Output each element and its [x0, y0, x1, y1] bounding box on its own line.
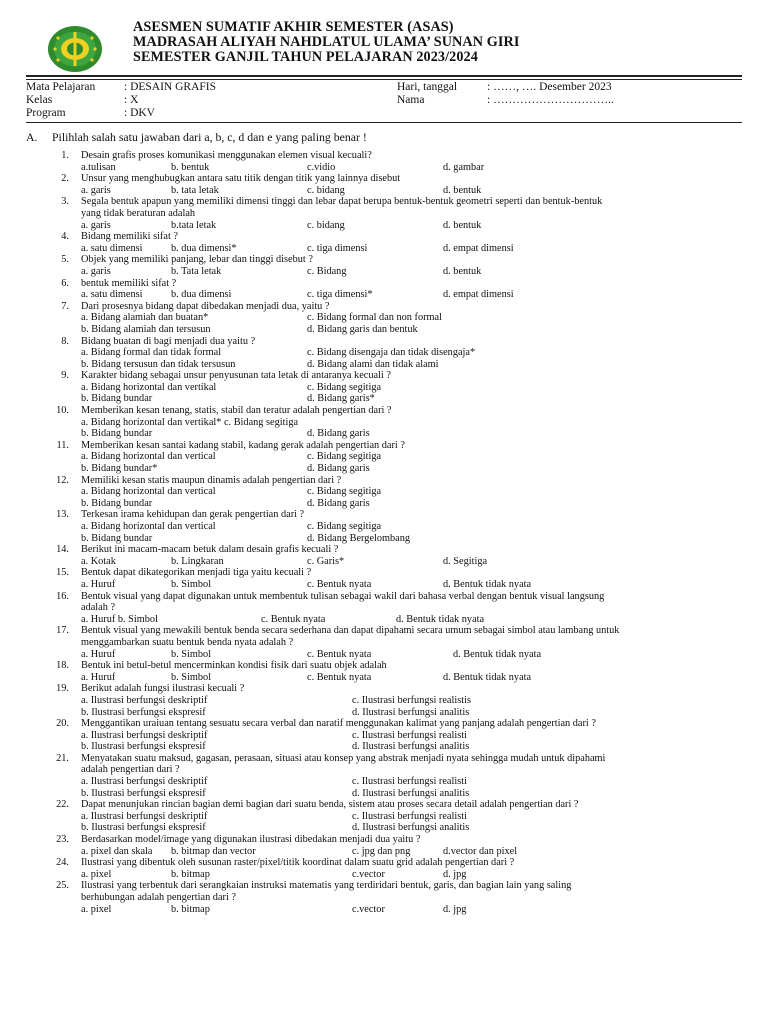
answer-option: d. Bidang garis	[307, 497, 370, 509]
answer-option: d. Bidang Bergelombang	[307, 532, 411, 544]
answer-option: c. Garis*	[307, 555, 345, 567]
answer-option: a. pixel dan skala	[81, 845, 153, 857]
question-number: 20.	[56, 718, 69, 730]
info-hari	[397, 81, 612, 93]
info-nama	[397, 94, 614, 106]
kelas-label: Kelas	[26, 94, 53, 106]
answer-option: c. Bentuk nyata	[307, 671, 372, 683]
mapel-label: Mata Pelajaran	[26, 81, 96, 93]
answer-option: c. Ilustrasi berfungsi realisti	[352, 729, 467, 741]
answer-option: b. Lingkaran	[171, 555, 224, 567]
question-item	[0, 405, 768, 440]
question-item	[0, 753, 768, 799]
section-a-heading	[26, 131, 367, 144]
answer-option: c.vidio	[307, 161, 336, 173]
answer-option: c. Bidang segitiga	[307, 521, 382, 532]
answer-option: d. jpg	[443, 868, 467, 880]
answer-option: a. pixel	[81, 903, 112, 915]
answer-option: c. Bentuk nyata	[307, 648, 372, 660]
answer-option: a. Huruf	[81, 578, 116, 590]
answer-option: b. Bidang bundar	[81, 497, 153, 509]
answer-option: d. Ilustrasi berfungsi analitis	[352, 706, 470, 718]
answer-option: a. Huruf b. Simbol	[81, 613, 158, 625]
answer-option: a.tulisan	[81, 161, 116, 173]
question-number: 10.	[56, 405, 69, 417]
info-kelas	[26, 94, 138, 106]
answer-option: b. Tata letak	[171, 265, 222, 277]
exam-title-line-2: MADRASAH ALIYAH NAHDLATUL ULAMA’ SUNAN GIRI	[133, 34, 520, 50]
answer-option: c. Ilustrasi berfungsi realisti	[352, 810, 467, 822]
question-text-continued: yang tidak beraturan adalah	[81, 207, 196, 219]
answer-option: b. Simbol	[171, 648, 212, 660]
question-number: 16.	[56, 590, 69, 602]
question-text: Dari prosesnya bidang dapat dibedakan menjadi dua, yaitu ?	[81, 300, 330, 312]
answer-option: b. Bidang tersusun dan tidak tersusun	[81, 358, 236, 370]
answer-option: a. Bidang horizontal dan vertikal	[81, 381, 217, 393]
question-item	[0, 231, 768, 254]
answer-option: b. Bidang alamiah dan tersusun	[81, 323, 211, 335]
answer-option: c. Bidang segitiga	[307, 486, 382, 498]
answer-option: c. Ilustrasi berfungsi realisti	[352, 776, 467, 788]
answer-option: d. Segitiga	[443, 555, 488, 567]
question-number: 19.	[56, 683, 69, 695]
question-item	[0, 799, 768, 834]
question-text: Terkesan irama kehidupan dan gerak pengertian dari ?	[81, 509, 305, 521]
madrasah-logo-icon	[46, 24, 104, 74]
answer-option: a. garis	[81, 219, 111, 231]
answer-option: c. tiga dimensi	[307, 242, 368, 254]
question-number: 5.	[61, 254, 69, 266]
answer-option: d. Bidang garis*	[307, 393, 375, 405]
answer-option: a. Bidang horizontal dan vertikal* c. Bidang segitiga	[81, 416, 299, 428]
answer-option: c. Ilustrasi berfungsi realistis	[352, 694, 471, 706]
answer-option: a. Huruf	[81, 671, 116, 683]
nama-label: Nama	[397, 94, 425, 106]
answer-option: a. garis	[81, 265, 111, 277]
answer-option: a. Bidang horizontal dan vertical	[81, 486, 216, 498]
question-text: Ilustrasi yang dibentuk oleh susunan raster/pixel/titik koordinat dalam suatu grid adalah pengertian dari ?	[81, 857, 515, 869]
answer-option: d. empat dimensi	[443, 242, 514, 254]
header-rule-thick	[26, 75, 742, 77]
question-item	[0, 196, 768, 231]
question-number: 7.	[61, 300, 69, 312]
question-number: 25.	[56, 880, 69, 892]
question-text: Bentuk visual yang mewakili bentuk benda secara sederhana dan dapat dipahami secara umum sebagai simbol atau lambang untuk	[81, 625, 620, 637]
question-text: Dapat menunjukan rincian bagian demi bagian dari suatu benda, sistem atau proses secara detail adalah pengertian dari ?	[81, 799, 579, 811]
question-text: Berikut ini macam-macam betuk dalam desain grafis kecuali ?	[81, 544, 339, 556]
answer-option: d. Bidang alami dan tidak alami	[307, 358, 439, 370]
answer-option: c. bidang	[307, 184, 345, 196]
answer-option: a. Ilustrasi berfungsi deskriptif	[81, 810, 208, 822]
answer-option: b. tata letak	[171, 184, 219, 196]
question-item	[0, 544, 768, 567]
question-text: Berikut adalah fungsi ilustrasi kecuali ?	[81, 683, 245, 695]
question-number: 13.	[56, 509, 69, 521]
section-instruction: Pilihlah salah satu jawaban dari a, b, c, d dan e yang paling benar !	[52, 130, 367, 144]
question-item	[0, 254, 768, 277]
question-item	[0, 660, 768, 683]
question-item	[0, 301, 768, 336]
question-number: 24.	[56, 857, 69, 869]
answer-option: b. Ilustrasi berfungsi ekspresif	[81, 741, 206, 753]
question-number: 23.	[56, 834, 69, 846]
question-text: bentuk memiliki sifat ?	[81, 277, 177, 289]
answer-option: b. dua dimensi	[171, 289, 232, 301]
answer-option: a. Bidang horizontal dan vertical	[81, 521, 216, 532]
answer-option: a. Huruf	[81, 648, 116, 660]
question-number: 21.	[56, 752, 69, 764]
question-text: Karakter bidang sebagai unsur penyusunan tata letak di antaranya kecuali ?	[81, 370, 391, 382]
question-item	[0, 834, 768, 857]
question-number: 9.	[61, 370, 69, 382]
answer-option: a. Kotak	[81, 555, 116, 567]
answer-option: b. Bidang bundar	[81, 532, 153, 544]
answer-option: c. Bidang disengaja dan tidak disengaja*	[307, 347, 476, 359]
question-text: Bentuk ini betul-betul mencerminkan kondisi fisik dari suatu objek adalah	[81, 660, 387, 672]
question-item	[0, 150, 768, 173]
question-item	[0, 567, 768, 590]
answer-option: c. Bidang segitiga	[307, 451, 382, 463]
question-text: Objek yang memiliki panjang, lebar dan tinggi disebut ?	[81, 254, 313, 266]
answer-option: b. bitmap	[171, 868, 210, 880]
answer-option: a. pixel	[81, 868, 112, 880]
question-text: Menyatakan suatu maksud, gagasan, perasaan, situasi atau konsep yang abstrak menjadi nyata sehingga mudah untuk dipahami	[81, 752, 606, 764]
answer-option: a. Ilustrasi berfungsi deskriptif	[81, 729, 208, 741]
question-number: 22.	[56, 799, 69, 811]
question-text: Memiliki kesan statis maupun dinamis adalah pengertian dari ?	[81, 474, 342, 486]
question-text: Berdasarkan model/image yang digunakan ilustrasi dibedakan menjadi dua yaitu ?	[81, 834, 421, 846]
answer-option: d.vector dan pixel	[443, 845, 518, 857]
answer-option: d. empat dimensi	[443, 289, 514, 301]
answer-option: b.tata letak	[171, 219, 217, 231]
answer-option: c. Bentuk nyata	[261, 613, 326, 625]
answer-option: b. Ilustrasi berfungsi ekspresif	[81, 706, 206, 718]
question-item	[0, 857, 768, 880]
header-rule-thin	[26, 79, 742, 80]
mapel-value: : DESAIN GRAFIS	[124, 81, 217, 93]
question-number: 1.	[61, 150, 69, 161]
question-item	[0, 370, 768, 405]
answer-option: b. Ilustrasi berfungsi ekspresif	[81, 787, 206, 799]
answer-option: d. bentuk	[443, 184, 482, 196]
exam-title-line-3: SEMESTER GANJIL TAHUN PELAJARAN 2023/2024	[133, 49, 478, 65]
question-number: 17.	[56, 625, 69, 637]
question-text: Bentuk visual yang dapat digunakan untuk membentuk tulisan sebagai wakil dari bahasa verbal dengan bentuk visual langsung	[81, 590, 605, 602]
hari-value: : ……, …. Desember 2023	[487, 81, 612, 93]
question-number: 14.	[56, 544, 69, 556]
answer-option: d. Bidang garis dan bentuk	[307, 323, 418, 335]
answer-option: d. bentuk	[443, 219, 482, 231]
info-mapel	[26, 81, 216, 93]
question-text-continued: berhubungan adalah pengertian dari ?	[81, 892, 236, 903]
answer-option: a. Ilustrasi berfungsi deskriptif	[81, 694, 208, 706]
answer-option: a. garis	[81, 184, 111, 196]
answer-option: d. Ilustrasi berfungsi analitis	[352, 741, 470, 753]
section-letter: A.	[26, 130, 38, 144]
info-rule	[26, 122, 742, 123]
answer-option: a. satu dimensi	[81, 289, 143, 301]
question-text: Bentuk dapat dikategorikan menjadi tiga yaitu kecuali ?	[81, 567, 312, 579]
answer-option: b. bitmap dan vector	[171, 845, 256, 857]
answer-option: d. bentuk	[443, 265, 482, 277]
question-item	[0, 336, 768, 371]
answer-option: b. Ilustrasi berfungsi ekspresif	[81, 822, 206, 834]
question-text: Unsur yang menghubugkan antara satu titik dengan titik yang lainnya disebut	[81, 173, 401, 185]
question-text: Desain grafis proses komunikasi menggunakan elemen visual kecuali?	[81, 150, 372, 161]
answer-option: b. Simbol	[171, 578, 212, 590]
answer-option: b. Bidang bundar	[81, 393, 153, 405]
question-text: Bidang memiliki sifat ?	[81, 231, 178, 243]
answer-option: c. bidang	[307, 219, 345, 231]
answer-option: a. Bidang horizontal dan vertical	[81, 451, 216, 463]
question-number: 12.	[56, 474, 69, 486]
answer-option: d. Bentuk tidak nyata	[443, 578, 532, 590]
answer-option: b. Simbol	[171, 671, 212, 683]
question-text: Menggantikan uraiuan tentang sesuatu secara verbal dan naratif menggunakan kalimat yang panjang adalah pengertian dari ?	[81, 718, 596, 730]
question-item	[0, 718, 768, 753]
question-text-continued: adalah pengertian dari ?	[81, 764, 180, 776]
answer-option: b. bentuk	[171, 161, 210, 173]
answer-option: d. Bentuk tidak nyata	[453, 648, 542, 660]
question-item	[0, 509, 768, 544]
question-item	[0, 591, 768, 626]
question-item	[0, 278, 768, 301]
answer-option: a. Ilustrasi berfungsi deskriptif	[81, 776, 208, 788]
question-item	[0, 440, 768, 475]
answer-option: c. Bidang	[307, 265, 347, 277]
answer-option: c. Bentuk nyata	[307, 578, 372, 590]
answer-option: d. gambar	[443, 161, 485, 173]
answer-option: c. jpg dan png	[352, 845, 411, 857]
answer-option: d. Ilustrasi berfungsi analitis	[352, 822, 470, 834]
answer-option: d. Bentuk tidak nyata	[443, 671, 532, 683]
question-text-continued: menggambarkan suatu bentuk benda nyata adalah ?	[81, 636, 294, 648]
exam-title-line-1: ASESMEN SUMATIF AKHIR SEMESTER (ASAS)	[133, 19, 454, 35]
answer-option: c. Bidang formal dan non formal	[307, 312, 442, 324]
answer-option: c.vector	[352, 868, 385, 880]
hari-label: Hari, tanggal	[397, 81, 458, 93]
question-number: 11.	[56, 439, 69, 451]
answer-option: a. satu dimensi	[81, 242, 143, 254]
answer-option: d. Ilustrasi berfungsi analitis	[352, 787, 470, 799]
answer-option: b. dua dimensi*	[171, 242, 237, 254]
question-item	[0, 173, 768, 196]
answer-option: b. bitmap	[171, 903, 210, 915]
question-item	[0, 475, 768, 510]
answer-option: b. Bidang bundar*	[81, 463, 158, 475]
info-program	[26, 107, 155, 119]
question-text: Bidang buatan di bagi menjadi dua yaitu ?	[81, 335, 256, 347]
answer-option: d. jpg	[443, 903, 467, 915]
answer-option: a. Bidang formal dan tidak formal	[81, 347, 222, 359]
answer-option: d. Bentuk tidak nyata	[396, 613, 485, 625]
program-value: : DKV	[124, 107, 155, 119]
question-text: Memberikan kesan santai kadang stabil, kadang gerak adalah pengertian dari ?	[81, 439, 405, 451]
question-item	[0, 880, 768, 915]
question-item	[0, 683, 768, 718]
answer-option: d. Bidang garis	[307, 428, 370, 440]
answer-option: c. Bidang segitiga	[307, 381, 382, 393]
question-number: 18.	[56, 660, 69, 672]
answer-option: d. Bidang garis	[307, 463, 370, 475]
question-item	[0, 625, 768, 660]
question-text: Memberikan kesan tenang, statis, stabil dan teratur adalah pengertian dari ?	[81, 405, 392, 417]
kelas-value: : X	[124, 94, 139, 106]
question-number: 2.	[61, 173, 69, 185]
answer-option: b. Bidang bundar	[81, 428, 153, 440]
question-number: 4.	[61, 231, 69, 243]
question-number: 3.	[61, 196, 69, 208]
program-label: Program	[26, 107, 66, 119]
question-text: Segala bentuk apapun yang memiliki dimensi tinggi dan lebar dapat berupa bentuk-bentuk geometri seperti dan bentuk-bentuk	[81, 196, 603, 208]
question-number: 15.	[56, 567, 69, 579]
answer-option: c. tiga dimensi*	[307, 289, 373, 301]
question-text: Ilustrasi yang terbentuk dari serangkaian instruksi matematis yang terdiridari bentuk, garis, dan bagian lain yang saling	[81, 880, 572, 892]
exam-title-block	[133, 20, 753, 65]
nama-value: : …………………………..	[487, 94, 614, 106]
answer-option: c.vector	[352, 903, 385, 915]
question-list	[0, 150, 768, 915]
question-number: 6.	[61, 277, 69, 289]
question-number: 8.	[61, 335, 69, 347]
question-text-continued: adalah ?	[81, 602, 116, 614]
answer-option: a. Bidang alamiah dan buatan*	[81, 312, 209, 324]
